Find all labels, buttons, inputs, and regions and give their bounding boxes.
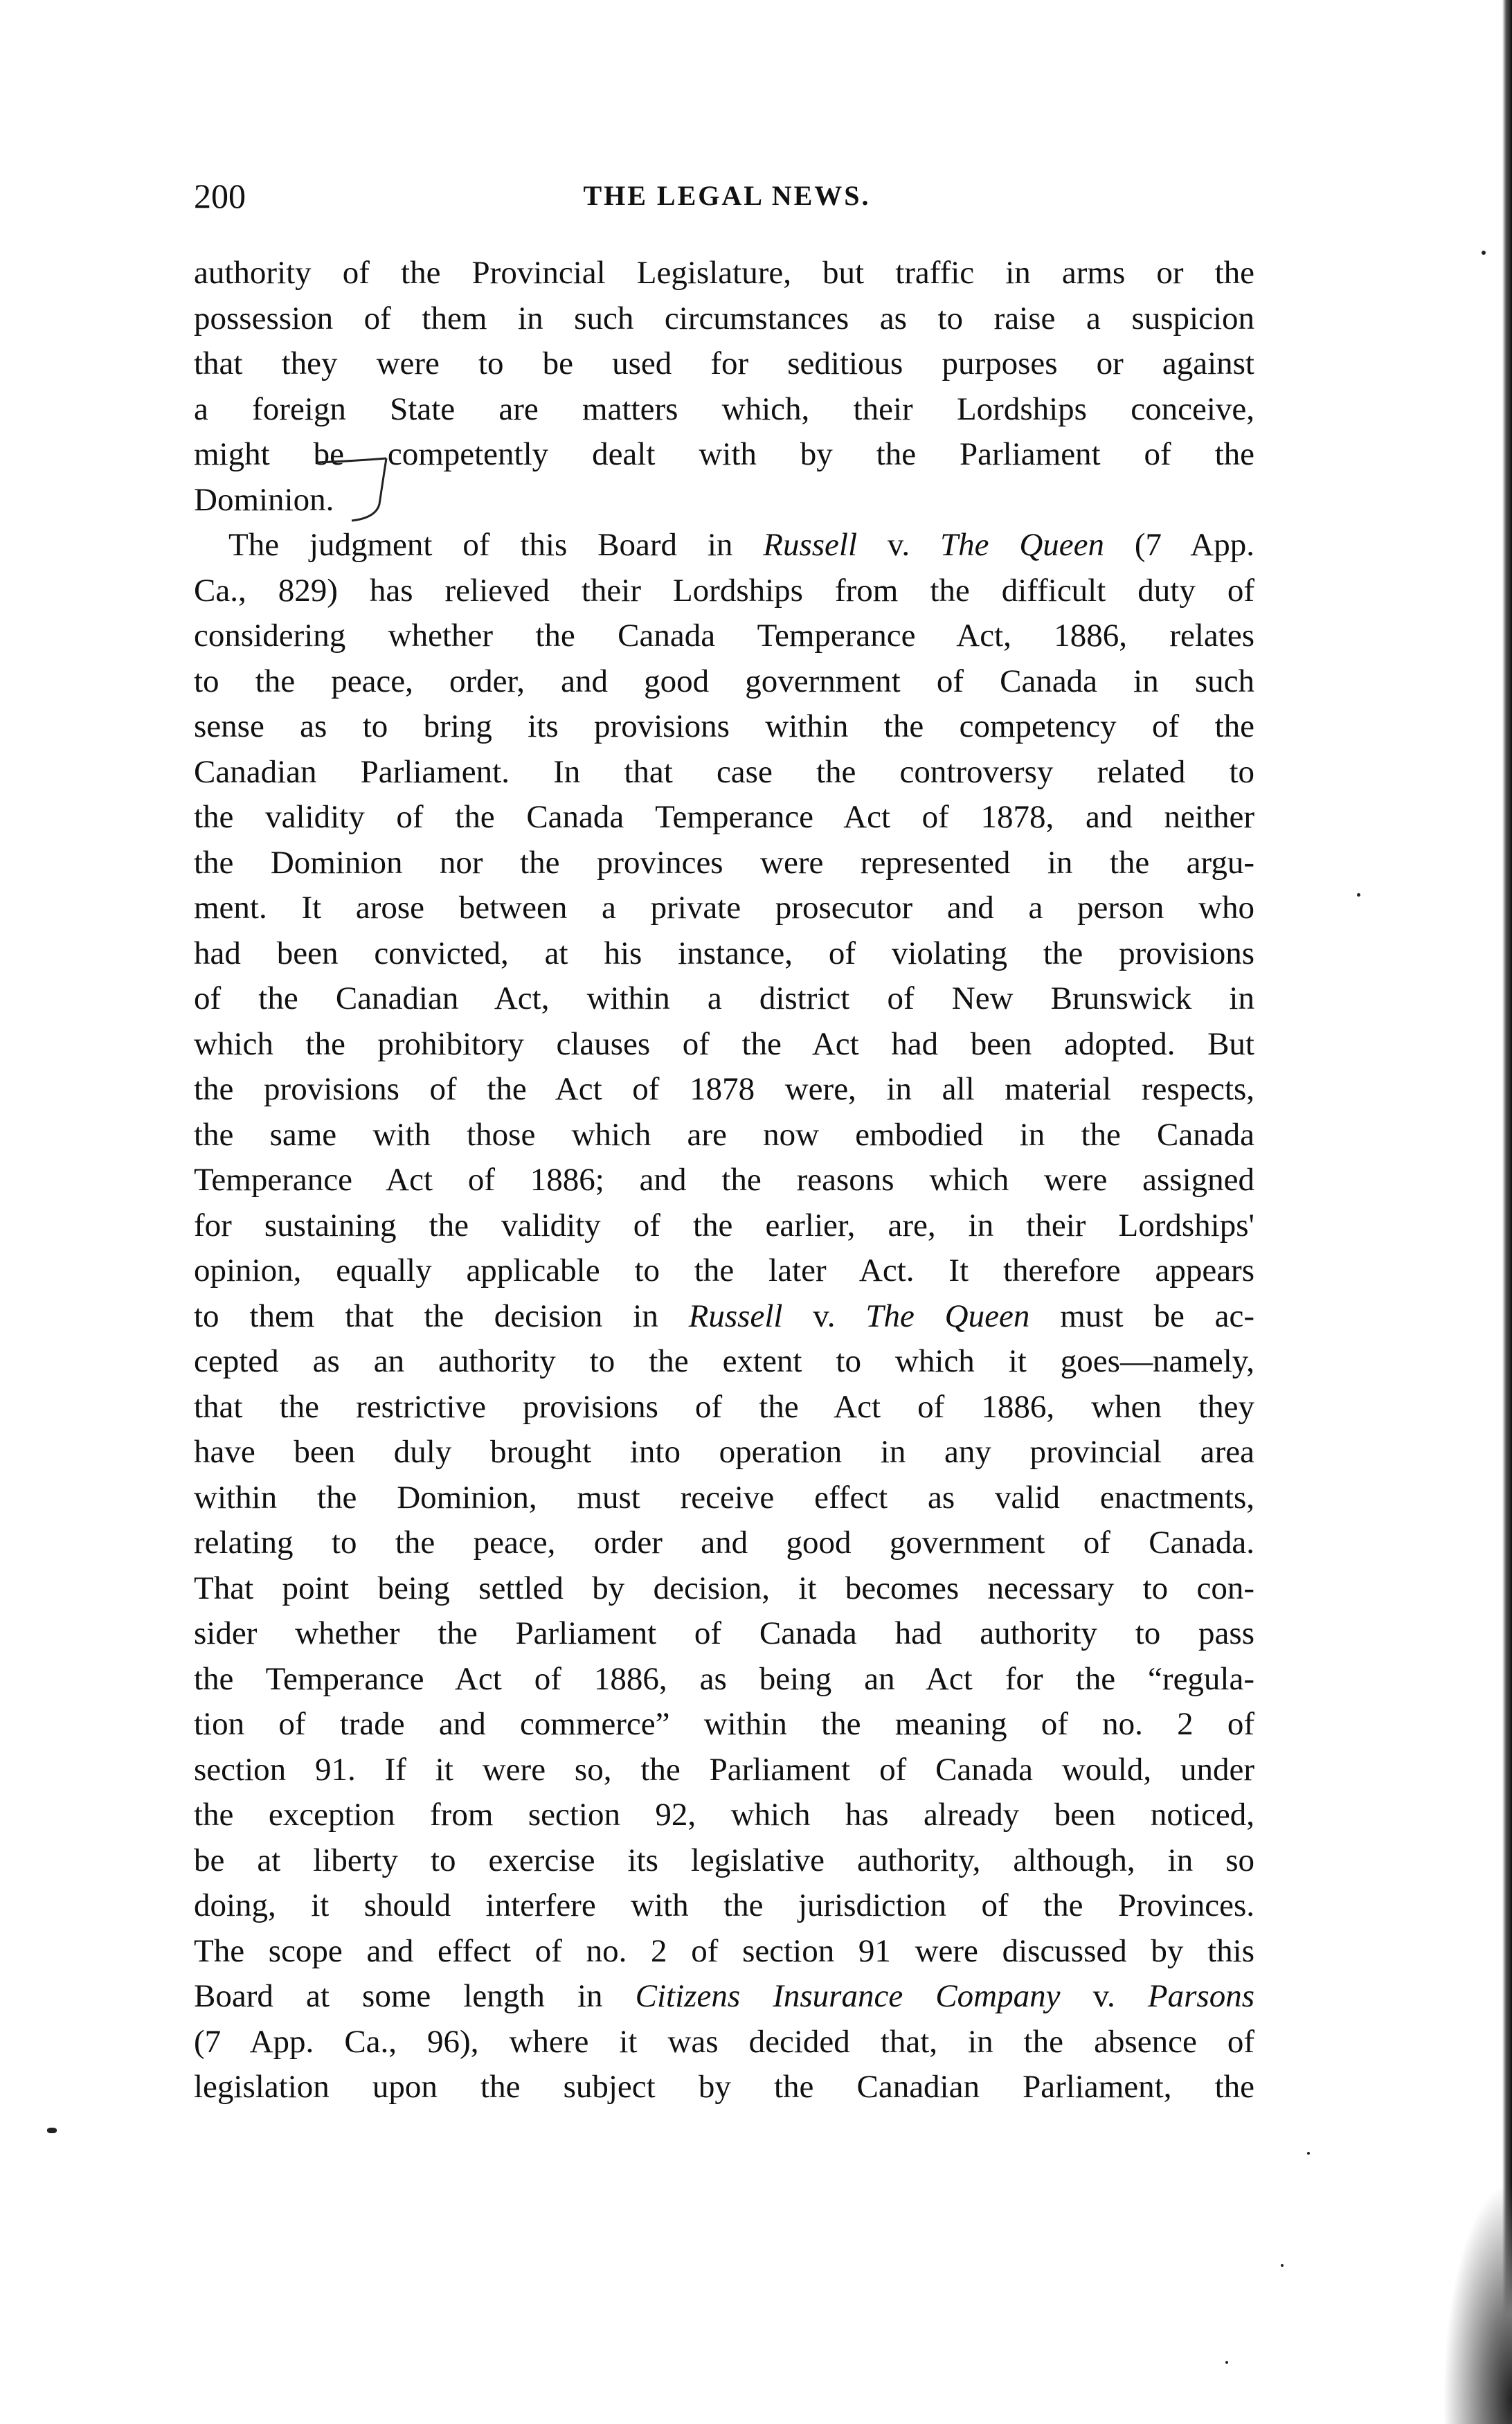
italic-case-name: Russell	[763, 527, 858, 563]
text-line: the provisions of the Act of 1878 were, in all material respects,	[194, 1071, 1254, 1107]
scan-speck	[47, 2128, 57, 2133]
text-line: Board at some length in Citizens Insurance Company v. Parsons	[194, 1978, 1255, 2014]
text-line: within the Dominion, must receive effect as valid enactments,	[194, 1479, 1254, 1516]
scan-speck	[1225, 2361, 1228, 2364]
text-line: which the prohibitory clauses of the Act had been adopted. But	[194, 1025, 1254, 1062]
italic-case-name: Russell	[688, 1298, 783, 1334]
text-line: legislation upon the subject by the Canadian Parliament, the	[194, 2069, 1254, 2105]
page-edge-shadow	[1502, 0, 1512, 2424]
text-line: The scope and effect of no. 2 of section 91 were discussed by this	[194, 1932, 1254, 1969]
scan-speck	[1307, 2152, 1310, 2155]
text-line: possession of them in such circumstances as to raise a suspicion	[194, 300, 1254, 336]
text-line: might be competently dealt with by the Parliament of the	[194, 436, 1254, 472]
page-header	[194, 172, 1260, 220]
italic-case-name: Parsons	[1147, 1978, 1255, 2014]
text-line: Ca., 829) has relieved their Lordships from the difficult duty of	[194, 572, 1254, 609]
text-line: that they were to be used for seditious purposes or against	[194, 345, 1254, 381]
text-line: relating to the peace, order and good government of Canada.	[194, 1525, 1254, 1561]
running-head: THE LEGAL NEWS.	[583, 180, 871, 211]
text-line: section 91. If it were so, the Parliament of Canada would, under	[194, 1751, 1254, 1788]
text-line: ment. It arose between a private prosecutor and a person who	[194, 890, 1254, 926]
text-line: the Dominion nor the provinces were represented in the argu-	[194, 844, 1254, 881]
text-line: opinion, equally applicable to the later Act. It therefore appears	[194, 1253, 1254, 1289]
text-line: have been duly brought into operation in any provincial area	[194, 1434, 1254, 1470]
text-line: for sustaining the validity of the earlier, are, in their Lordships'	[194, 1207, 1254, 1244]
text-line: of the Canadian Act, within a district of New Brunswick in	[194, 980, 1254, 1016]
text-line: had been convicted, at his instance, of violating the provisions	[194, 935, 1254, 971]
text-line: Dominion.	[194, 481, 334, 518]
text-line: considering whether the Canada Temperance Act, 1886, relates	[194, 618, 1254, 654]
italic-case-name: The Queen	[865, 1298, 1030, 1334]
italic-case-name: Citizens Insurance Company	[635, 1978, 1061, 2014]
text-line: that the restrictive provisions of the Act of 1886, when they	[194, 1388, 1254, 1425]
text-line: (7 App. Ca., 96), where it was decided that, in the absence of	[194, 2023, 1254, 2060]
text-line: to them that the decision in Russell v. The Queen must be ac-	[194, 1298, 1255, 1334]
text-line: the exception from section 92, which has already been noticed,	[194, 1797, 1254, 1833]
scan-speck	[1281, 2264, 1284, 2267]
text-line: to the peace, order, and good government of Canada in such	[194, 663, 1254, 699]
text-line: the Temperance Act of 1886, as being an Act for the “regula-	[194, 1660, 1254, 1697]
text-line: authority of the Provincial Legislature, but traffic in arms or the	[194, 255, 1254, 291]
text-line: Canadian Parliament. In that case the controversy related to	[194, 753, 1254, 790]
text-line: The judgment of this Board in Russell v. The Queen (7 App.	[228, 527, 1254, 563]
binding-shadow	[1443, 2181, 1512, 2424]
text-line: a foreign State are matters which, their Lordships conceive,	[194, 390, 1254, 427]
text-line: Temperance Act of 1886; and the reasons which were assigned	[194, 1162, 1254, 1198]
text-line: the same with those which are now embodied in the Canada	[194, 1116, 1254, 1153]
handwritten-bracket-mark	[310, 449, 407, 539]
text-line: tion of trade and commerce” within the meaning of no. 2 of	[194, 1706, 1254, 1742]
scan-speck	[1357, 893, 1360, 897]
page-number: 200	[194, 177, 246, 215]
text-line: doing, it should interfere with the jurisdiction of the Provinces.	[194, 1887, 1254, 1923]
text-line: be at liberty to exercise its legislative authority, although, in so	[194, 1842, 1254, 1878]
text-line: sider whether the Parliament of Canada had authority to pass	[194, 1615, 1254, 1651]
scan-speck	[1482, 251, 1486, 255]
text-line: cepted as an authority to the extent to which it goes—namely,	[194, 1343, 1254, 1379]
text-line: the validity of the Canada Temperance Act of 1878, and neither	[194, 799, 1254, 835]
italic-case-name: The Queen	[939, 527, 1105, 563]
text-line: sense as to bring its provisions within the competency of the	[194, 708, 1254, 744]
text-line: That point being settled by decision, it becomes necessary to con-	[194, 1570, 1254, 1606]
